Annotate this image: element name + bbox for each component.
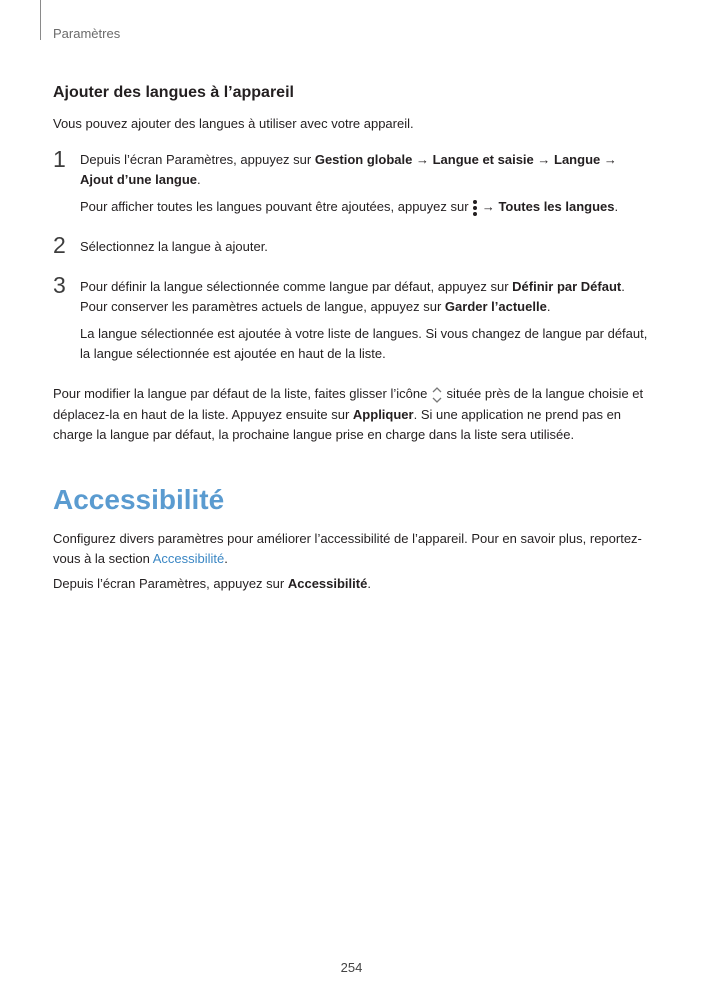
step-number-2: 2 — [53, 232, 66, 258]
accessibility-title: Accessibilité — [53, 484, 225, 515]
accessibility-path: Depuis l’écran Paramètres, appuyez sur Accessibilité. — [53, 576, 371, 591]
accessibility-link[interactable]: Accessibilité — [152, 551, 225, 566]
menu-langue-et-saisie: Langue et saisie — [432, 152, 534, 167]
menu-gestion-globale: Gestion globale — [314, 152, 413, 167]
step-3-note: La langue sélectionnée est ajoutée à votre liste de langues. Si vous changez de langue par défaut, la langue sélectionnée est ajoutée en haut de la liste. — [80, 326, 648, 361]
section-heading: Ajouter des langues à l’appareil — [53, 84, 294, 101]
step-number-3: 3 — [53, 272, 66, 298]
page-number: 254 — [340, 960, 363, 975]
step-1-note: Pour afficher toutes les langues pouvant être ajoutées, appuyez sur → Toutes les langues. — [80, 197, 650, 217]
accessibility-intro: Configurez divers paramètres pour améliorer l’accessibilité de l’appareil. Pour en savoir plus, reportez-vous à la section Accessibilité. — [53, 531, 642, 566]
option-garder-actuelle: Garder l’actuelle — [444, 299, 547, 314]
menu-toutes-les-langues: Toutes les langues — [498, 199, 615, 214]
running-header: Paramètres — [53, 26, 121, 41]
section-intro: Vous pouvez ajouter des langues à utiliser avec votre appareil. — [53, 116, 414, 131]
option-definir-par-defaut: Définir par Défaut — [512, 279, 622, 294]
reorder-paragraph: Pour modifier la langue par défaut de la liste, faites glisser l’icône située près de la langue choisie et déplacez-la en haut de la liste. Appuyez ensuite sur Appliquer. Si une application ne prend pas en charge la langue par défaut, la prochaine langue prise en charge dans la liste sera utilisée. — [53, 386, 644, 442]
more-options-icon — [472, 199, 478, 217]
menu-langue: Langue — [554, 152, 601, 167]
step-3-text: Pour définir la langue sélectionnée comme langue par défaut, appuyez sur Définir par Défaut. Pour conserver les paramètres actuels de langue, appuyez sur Garder l’actuelle. — [80, 279, 625, 314]
menu-accessibilite: Accessibilité — [287, 576, 368, 591]
step-1-text: Depuis l’écran Paramètres, appuyez sur Gestion globale → Langue et saisie → Langue → Ajout d’une langue. — [80, 152, 617, 187]
step-number-1: 1 — [53, 146, 66, 172]
step-2-text: Sélectionnez la langue à ajouter. — [80, 239, 268, 254]
margin-rule — [40, 0, 41, 40]
button-appliquer: Appliquer — [352, 406, 414, 422]
menu-ajout-langue: Ajout d’une langue — [80, 172, 197, 187]
reorder-handle-icon — [431, 385, 443, 405]
